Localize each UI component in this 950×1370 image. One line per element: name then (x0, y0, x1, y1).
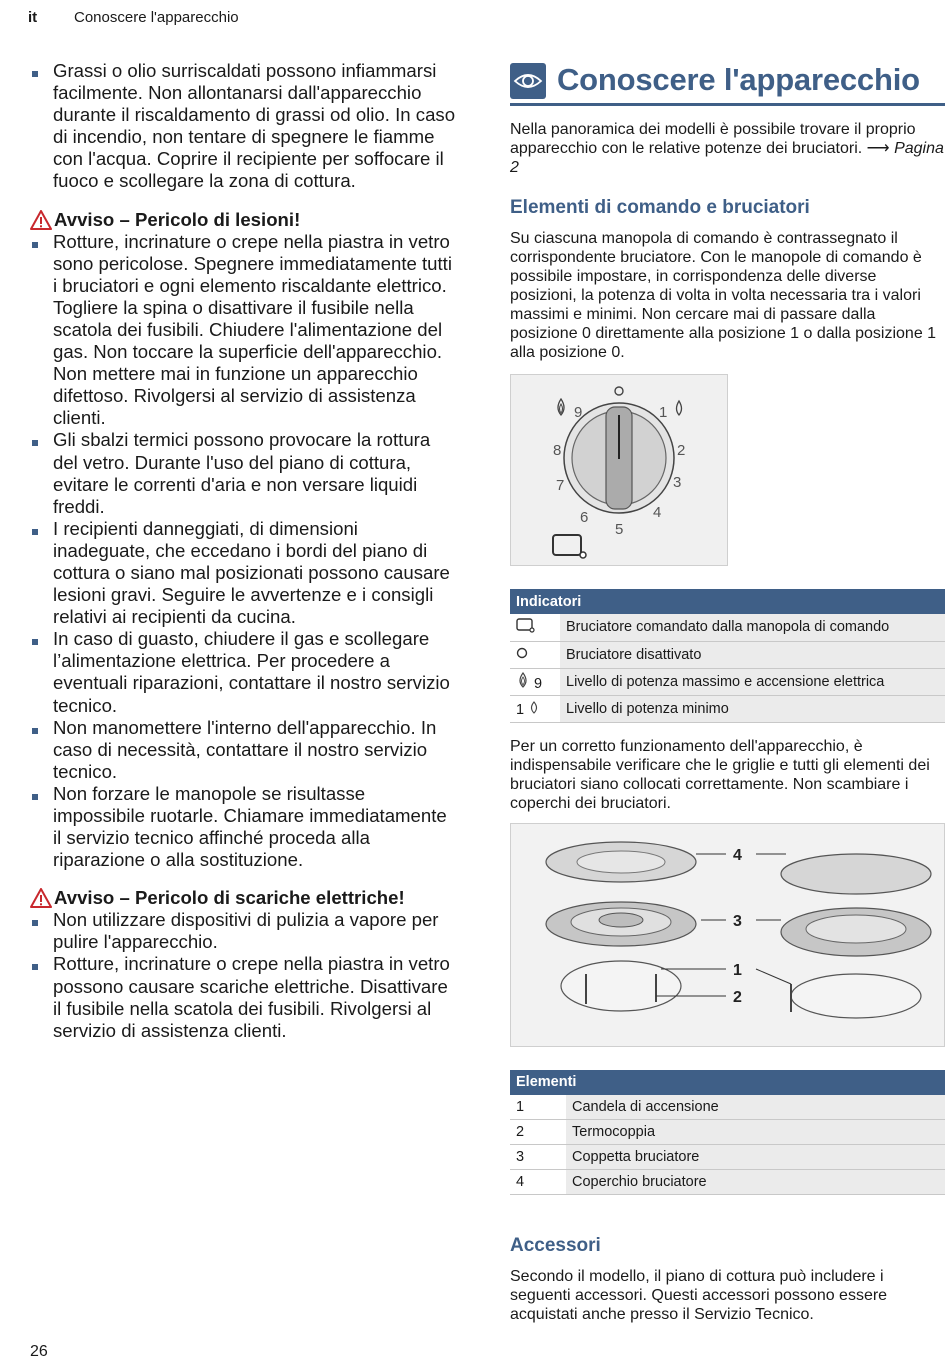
list-item: In caso di guasto, chiudere il gas e scollegare l’alimentazione elettrica. Per procedere a eventuali riparazioni, contattare il nostro servizio tecnico. (30, 628, 460, 716)
warning-triangle-icon (30, 210, 52, 230)
flame-large-icon (516, 672, 530, 688)
table-row (510, 695, 945, 722)
list-item: Grassi o olio surriscaldati possono infiammarsi facilmente. Non allontanarsi dall'apparecchio durante il riscaldamento di grassi od olio. In caso di incendio, non tentare di spegnere le fiamme con l'acqua. Coprire il recipiente per soffocare il fuoco e scollegare la zona di cottura. (30, 60, 460, 193)
burner-illustration (510, 823, 945, 1047)
table-cell-text: Coperchio bruciatore (566, 1170, 945, 1195)
dial-number-2: 2 (677, 442, 686, 459)
flame-small-icon (677, 401, 682, 415)
table-row (510, 1145, 945, 1170)
burner-position-icon (516, 617, 536, 633)
table-cell-text: Livello di potenza massimo e accensione elettrica (560, 668, 945, 695)
table-cell-text: Bruciatore disattivato (560, 641, 945, 668)
subheading-controls: Elementi di comando e bruciatori (510, 197, 810, 218)
control-knob-diagram (511, 375, 727, 565)
circle-off-icon (516, 646, 530, 660)
section-header (510, 60, 945, 106)
table-cell-number: 4 (510, 1170, 566, 1195)
burner-label-2: 2 (733, 988, 742, 1006)
accessories-paragraph: Secondo il modello, il piano di cottura può includere i seguenti accessori. Questi accessori possono essere acquistati anche presso il Servizio Tecnico. (510, 1268, 888, 1323)
warning-heading-injury (30, 209, 460, 231)
section-title: Conoscere l'apparecchio (557, 62, 920, 97)
section-rule (510, 103, 945, 106)
table-cell-symbol (510, 695, 560, 722)
right-column (510, 60, 945, 1324)
dial-number-1: 1 (659, 404, 668, 421)
table-cell-text: Candela di accensione (566, 1095, 945, 1120)
elements-table (510, 1070, 945, 1196)
burner-position-icon (553, 535, 586, 558)
table-cell-number: 2 (510, 1120, 566, 1145)
knob-illustration (510, 374, 728, 566)
table-header: Indicatori (510, 589, 945, 614)
table-cell-number: 3 (510, 1145, 566, 1170)
warning-title: Avviso – Pericolo di lesioni! (54, 208, 301, 230)
subheading-accessories: Accessori (510, 1235, 601, 1256)
table-row (510, 1095, 945, 1120)
dial-number-6: 6 (580, 509, 589, 526)
flame-small-icon (528, 700, 540, 714)
dial-number-3: 3 (673, 474, 682, 491)
dial-number-7: 7 (556, 477, 565, 494)
page-number: 26 (30, 1343, 48, 1360)
burner-label-4: 4 (733, 846, 742, 864)
table-row (510, 641, 945, 668)
list-item: Non manomettere l'interno dell'apparecchio. In caso di necessità, contattare il nostro servizio tecnico. (30, 717, 460, 783)
table-cell-symbol (510, 614, 560, 641)
table-row (510, 1170, 945, 1195)
table-row (510, 668, 945, 695)
table-cell-text: Termocoppia (566, 1120, 945, 1145)
dial-number-5: 5 (615, 521, 624, 538)
table-cell-symbol (510, 641, 560, 668)
running-header-title: Conoscere l'apparecchio (74, 9, 239, 26)
eye-icon (510, 63, 546, 99)
arrow-icon: ⟶ (866, 140, 890, 157)
list-item: Gli sbalzi termici possono provocare la rottura del vetro. Durante l'uso del piano di cottura, evitare le correnti d'aria e non versare liquidi freddi. (30, 429, 460, 517)
burner-label-3: 3 (733, 912, 742, 930)
table-cell-number: 1 (510, 1095, 566, 1120)
list-item: Non utilizzare dispositivi di pulizia a vapore per pulire l'apparecchio. (30, 909, 460, 953)
language-code: it (28, 9, 38, 26)
table-cell-symbol (510, 668, 560, 695)
table-cell-text: Coppetta bruciatore (566, 1145, 945, 1170)
left-column (30, 60, 460, 1042)
flame-large-icon (558, 399, 564, 415)
dial-number-8: 8 (553, 442, 562, 459)
burner-label-1: 1 (733, 961, 742, 979)
burner-exploded-diagram (511, 824, 944, 1046)
table-cell-text: Livello di potenza minimo (560, 695, 945, 722)
burner-paragraph: Per un corretto funzionamento dell'apparecchio, è indispensabile verificare che le griglie e tutti gli elementi dei bruciatori siano collocati correttamente. Non scambiare i coperchi dei bruciatori. (510, 737, 930, 812)
controls-paragraph: Su ciascuna manopola di comando è contrassegnato il corrispondente bruciatore. Con le manopole di comando è possibile impostare, in corrispondenza delle diverse posizioni, la potenza di volta in volta necessaria tra i valori massimi e minimi. Non cercare mai di passare dalla posizione 0 direttamente alla posizione 1 o dalla posizione 1 alla posizione 0. (510, 230, 937, 361)
symbol-number: 9 (534, 675, 543, 692)
table-cell-text: Bruciatore comandato dalla manopola di comando (560, 614, 945, 641)
table-row (510, 1120, 945, 1145)
list-item: Rotture, incrinature o crepe nella piastra in vetro sono pericolose. Spegnere immediatamente tutti i bruciatori e ogni elemento riscaldante elettrico. Togliere la spina o disattivare il fusibile nella scatola dei fusibili. Chiudere l'alimentazione del gas. Non toccare la superficie dell'apparecchio. Non mettere mai in funzione un apparecchio difettoso. Rivolgersi al servizio di assistenza clienti. (30, 231, 460, 430)
dial-number-4: 4 (653, 504, 662, 521)
indicators-table (510, 589, 945, 723)
intro-paragraph (510, 120, 945, 177)
table-row (510, 614, 945, 641)
dial-number-9: 9 (574, 404, 583, 421)
symbol-number: 1 (516, 701, 525, 718)
list-item: Non forzare le manopole se risultasse impossibile ruotarle. Chiamare immediatamente il servizio tecnico affinché proceda alla riparazione o alla sostituzione. (30, 783, 460, 871)
intro-text: Nella panoramica dei modelli è possibile trovare il proprio apparecchio con le relative potenze dei bruciatori. (510, 121, 916, 157)
table-header: Elementi (510, 1070, 945, 1095)
list-item: Rotture, incrinature o crepe nella piastra in vetro possono causare scariche elettriche. Disattivare il fusibile nella scatola dei fusibili. Rivolgersi al servizio di assistenza clienti. (30, 953, 460, 1041)
list-item: I recipienti danneggiati, di dimensioni inadeguate, che eccedano i bordi del piano di cottura o siano mal posizionati possono causare lesioni gravi. Seguire le avvertenze e i consigli relativi ai recipienti da cucina. (30, 518, 460, 628)
page-link[interactable]: Pagina 2 (510, 140, 944, 176)
warning-title: Avviso – Pericolo di scariche elettriche! (54, 887, 405, 909)
warning-heading-electric (30, 887, 460, 909)
warning-triangle-icon (30, 888, 52, 908)
